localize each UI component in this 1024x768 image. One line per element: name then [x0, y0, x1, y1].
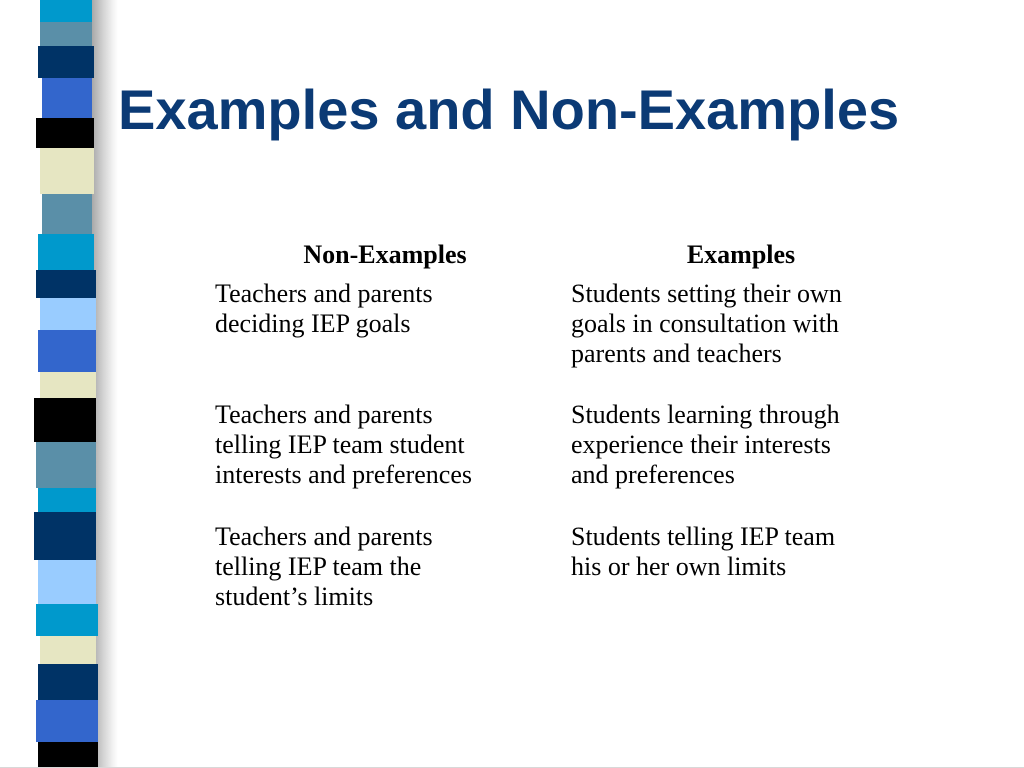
example-cell: Students telling IEP team his or her own limits: [571, 522, 836, 581]
column-header-examples: Examples: [686, 240, 796, 269]
stripe-block: [34, 398, 96, 442]
stripe-block: [36, 118, 94, 148]
stripe-block: [42, 194, 92, 234]
stripe-block: [38, 742, 98, 768]
non-example-cell: Teachers and parents deciding IEP goals: [215, 279, 433, 338]
decorative-stripe-bar: [0, 0, 100, 768]
stripe-block: [36, 442, 96, 488]
stripe-block: [34, 512, 96, 560]
stripe-block: [40, 22, 92, 46]
stripe-block: [40, 148, 94, 194]
example-cell: Students setting their own goals in consultation with parents and teachers: [571, 279, 842, 368]
stripe-block: [40, 636, 96, 664]
stripe-block: [40, 372, 96, 398]
stripe-block: [38, 234, 94, 270]
stripe-block: [42, 78, 92, 118]
stripe-block: [40, 0, 92, 22]
slide-title: Examples and Non-Examples: [118, 78, 900, 141]
example-cell: Students learning through experience their interests and preferences: [571, 400, 840, 489]
stripe-block: [40, 298, 96, 330]
stripe-block: [38, 488, 96, 512]
stripe-block: [38, 46, 94, 78]
stripe-block: [36, 270, 96, 298]
non-example-cell: Teachers and parents telling IEP team the student’s limits: [215, 522, 433, 611]
stripe-block: [38, 664, 98, 700]
stripe-block: [36, 700, 98, 742]
stripe-block: [36, 604, 98, 636]
column-header-non-examples: Non-Examples: [303, 240, 467, 269]
stripe-block: [38, 330, 96, 372]
non-example-cell: Teachers and parents telling IEP team student interests and preferences: [215, 400, 472, 489]
stripe-block: [38, 560, 96, 604]
